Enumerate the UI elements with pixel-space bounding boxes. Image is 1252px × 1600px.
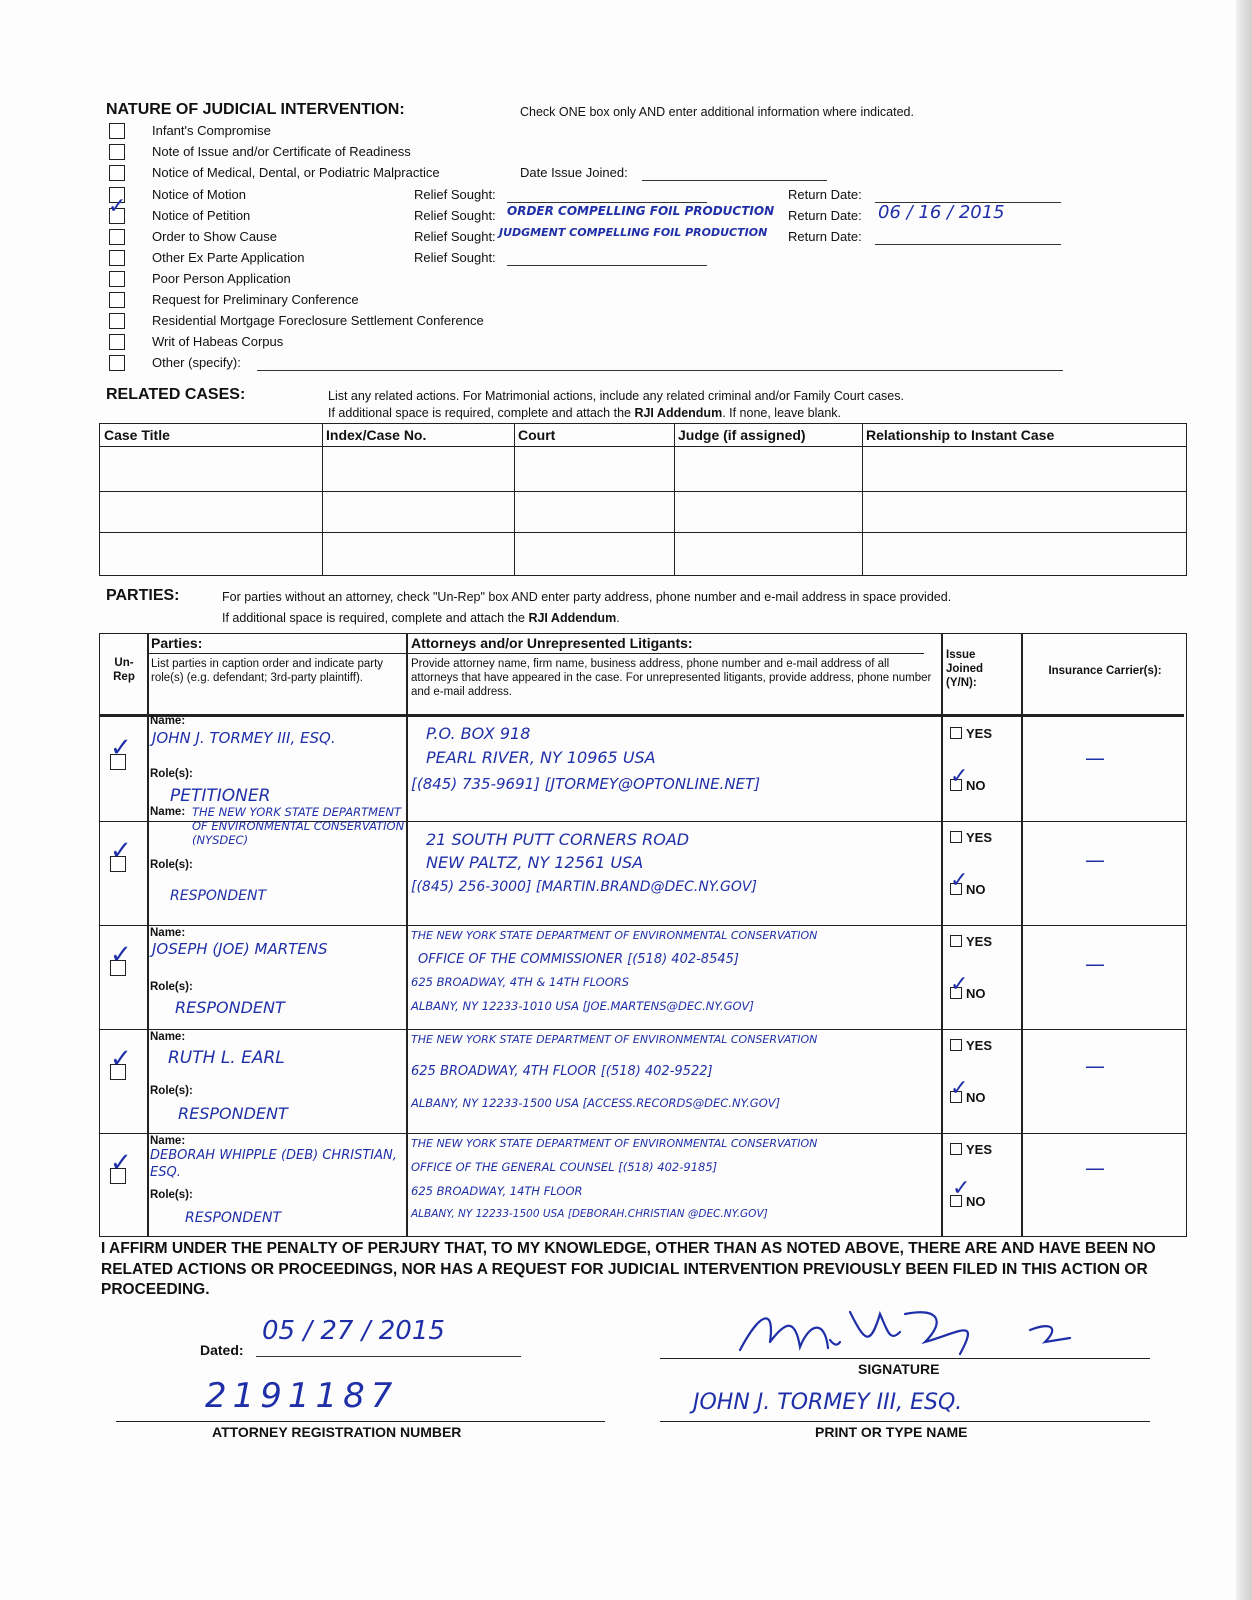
insurance-value: — [1085, 1156, 1105, 1180]
insurance-value: — [1085, 1054, 1105, 1078]
name-label: Name: [150, 806, 186, 818]
roles-label: Role(s): [150, 1189, 193, 1201]
col-insurance-header: Insurance Carrier(s): [1048, 665, 1162, 677]
col-header: Court [518, 427, 556, 443]
attorney-line: P.O. BOX 918 [426, 724, 531, 743]
check-mark-icon: ✓ [950, 1076, 969, 1101]
attorney-line: ALBANY, NY 12233-1500 USA [DEBORAH.CHRISTIAN @DEC.NY.GOV] [411, 1208, 768, 1220]
col-parties-desc: List parties in caption order and indicate party role(s) (e.g. defendant; 3rd-party plaintiff). [151, 658, 384, 684]
related-note: If additional space is required, complete and attach the RJI Addendum. If none, leave blank. [328, 406, 842, 420]
related-cases-table [99, 423, 1187, 576]
roles-label: Role(s): [150, 981, 193, 993]
relief-sought-field[interactable] [507, 202, 707, 203]
attorney-line: OFFICE OF THE COMMISSIONER [(518) 402-8545] [418, 952, 739, 967]
other-specify-line[interactable] [257, 370, 1063, 371]
issue-no-option[interactable]: NO [950, 986, 986, 1001]
osc-relief-value[interactable]: JUDGMENT COMPELLING FOIL PRODUCTION [499, 226, 768, 239]
option-label: Order to Show Cause [152, 229, 278, 244]
checkbox-other-ex-parte[interactable] [109, 250, 125, 266]
nature-title: NATURE OF JUDICIAL INTERVENTION: [106, 101, 405, 118]
attorney-line: [(845) 256-3000] [MARTIN.BRAND@DEC.NY.GOV] [411, 879, 757, 895]
option-label: Poor Person Application [152, 271, 291, 286]
party-name: JOHN J. TORMEY III, ESQ. [152, 729, 336, 747]
related-title: RELATED CASES: [106, 386, 246, 403]
name-label: Name: [150, 1135, 186, 1147]
scan-edge [1236, 0, 1252, 1600]
roles-label: Role(s): [150, 859, 193, 871]
party-name: JOSEPH (JOE) MARTENS [152, 940, 328, 958]
col-header: Case Title [104, 427, 170, 443]
col-attorneys-header: Attorneys and/or Unrepresented Litigants: [411, 635, 693, 651]
attorney-line: ALBANY, NY 12233-1010 USA [JOE.MARTENS@DEC.NY.GOV] [411, 999, 754, 1013]
attorney-line: 625 BROADWAY, 4TH & 14TH FLOORS [411, 975, 630, 989]
relief-sought-label: Relief Sought: [414, 250, 496, 265]
return-date-label: Return Date: [788, 187, 862, 202]
option-label: Notice of Medical, Dental, or Podiatric Malpractice [152, 165, 440, 180]
issue-yes-option[interactable]: YES [950, 1142, 992, 1157]
name-label: Name: [150, 1031, 186, 1043]
option-label: Other Ex Parte Application [152, 250, 305, 265]
checkbox-malpractice[interactable] [109, 165, 125, 181]
relief-sought-label: Relief Sought: [414, 187, 496, 202]
dated-line [256, 1356, 521, 1357]
relief-sought-label: Relief Sought: [414, 229, 496, 244]
nature-instruction: Check ONE box only AND enter additional information where indicated. [520, 105, 914, 119]
insurance-value: — [1085, 952, 1105, 976]
attorney-line: [(845) 735-9691] [JTORMEY@OPTONLINE.NET] [411, 775, 761, 793]
return-date-label: Return Date: [788, 229, 862, 244]
date-issue-joined-field[interactable] [642, 180, 827, 181]
party-role: PETITIONER [170, 786, 271, 806]
attorney-line: ALBANY, NY 12233-1500 USA [ACCESS.RECORDS@DEC.NY.GOV] [411, 1096, 781, 1110]
print-name-value[interactable]: JOHN J. TORMEY III, ESQ. [693, 1390, 963, 1415]
checkbox-other[interactable] [109, 355, 125, 371]
issue-no-option[interactable]: NO [950, 1194, 986, 1209]
option-label: Residential Mortgage Foreclosure Settlement Conference [152, 313, 484, 328]
name-label: Name: [150, 927, 186, 939]
check-mark-icon: ✓ [950, 868, 969, 893]
col-unrep-header: Un- Rep [113, 657, 135, 683]
petition-relief-value[interactable]: ORDER COMPELLING FOIL PRODUCTION [507, 204, 775, 218]
party-name: THE NEW YORK STATE DEPARTMENT OF ENVIRONMENTAL CONSERVATION (NYSDEC) [192, 805, 405, 847]
issue-no-option[interactable]: NO [950, 882, 986, 897]
option-label: Request for Preliminary Conference [152, 292, 359, 307]
parties-note: For parties without an attorney, check "Un-Rep" box AND enter party address, phone number and e-mail address in space provided. [222, 590, 952, 604]
attorney-line: OFFICE OF THE GENERAL COUNSEL [(518) 402-9185] [411, 1160, 718, 1174]
insurance-value: — [1085, 746, 1105, 770]
option-label: Writ of Habeas Corpus [152, 334, 284, 349]
relief-sought-label: Relief Sought: [414, 208, 496, 223]
party-name: DEBORAH WHIPPLE (DEB) CHRISTIAN, ESQ. [150, 1148, 397, 1180]
issue-no-option[interactable]: NO [950, 1090, 986, 1105]
affirmation-text: I AFFIRM UNDER THE PENALTY OF PERJURY THAT, TO MY KNOWLEDGE, OTHER THAN AS NOTED ABOVE, THERE ARE AND HAVE BEEN NO RELATED ACTIONS OR PROCEEDINGS, NOR HAS A REQUEST FOR JUDICIAL INTERVENTION PREVIOUSLY BEEN FILED IN THIS ACTION OR PROCEEDING. [101, 1240, 1156, 1298]
col-issue-header: Issue Joined (Y/N): [946, 649, 984, 689]
col-header: Relationship to Instant Case [866, 427, 1055, 443]
signature-label: SIGNATURE [858, 1361, 940, 1377]
registration-number-value[interactable]: 2191187 [205, 1376, 399, 1416]
option-label: Notice of Motion [152, 187, 246, 202]
attorney-line: PEARL RIVER, NY 10965 USA [426, 748, 656, 767]
parties-title: PARTIES: [106, 587, 180, 604]
checkbox-order-to-show-cause[interactable] [109, 229, 125, 245]
check-mark-icon: ✓ [950, 764, 969, 789]
col-header: Index/Case No. [326, 427, 427, 443]
issue-yes-option[interactable]: YES [950, 726, 992, 741]
relief-sought-field[interactable] [507, 265, 707, 266]
print-name-label: PRINT OR TYPE NAME [815, 1424, 968, 1440]
print-name-line [660, 1421, 1150, 1422]
petition-return-date-value[interactable]: 06 / 16 / 2015 [878, 202, 1005, 223]
check-mark-icon: ✓ [108, 194, 127, 219]
date-issue-joined-label: Date Issue Joined: [520, 165, 628, 180]
option-label: Note of Issue and/or Certificate of Readiness [152, 144, 411, 159]
attorney-line: 21 SOUTH PUTT CORNERS ROAD [426, 830, 690, 849]
return-date-field[interactable] [875, 244, 1061, 245]
check-mark-icon: ✓ [952, 1176, 971, 1201]
issue-yes-option[interactable]: YES [950, 934, 992, 949]
checkbox-infants-compromise[interactable] [109, 123, 125, 139]
party-role: RESPONDENT [170, 888, 267, 904]
attorney-line: 625 BROADWAY, 4TH FLOOR [(518) 402-9522] [411, 1064, 713, 1079]
check-mark-icon: ✓ [110, 733, 132, 763]
check-mark-icon: ✓ [110, 836, 132, 866]
dated-label: Dated: [200, 1342, 244, 1358]
attorney-line: THE NEW YORK STATE DEPARTMENT OF ENVIRONMENTAL CONSERVATION [411, 1137, 818, 1150]
option-label: Notice of Petition [152, 208, 251, 223]
issue-no-option[interactable]: NO [950, 778, 986, 793]
party-name: RUTH L. EARL [168, 1048, 285, 1068]
col-parties-header: Parties: [151, 635, 203, 651]
roles-label: Role(s): [150, 768, 193, 780]
related-note: List any related actions. For Matrimonial actions, include any related criminal and/or Family Court cases. [328, 389, 904, 403]
roles-label: Role(s): [150, 1085, 193, 1097]
party-role: RESPONDENT [175, 998, 285, 1017]
checkbox-poor-person[interactable] [109, 271, 125, 287]
check-mark-icon: ✓ [110, 940, 132, 970]
checkbox-habeas-corpus[interactable] [109, 334, 125, 350]
option-label: Infant's Compromise [152, 123, 271, 138]
issue-yes-option[interactable]: YES [950, 830, 992, 845]
attorney-line: 625 BROADWAY, 14TH FLOOR [411, 1184, 583, 1198]
col-header: Judge (if assigned) [678, 427, 806, 443]
insurance-value: — [1085, 848, 1105, 872]
signature-line[interactable] [660, 1358, 1150, 1359]
option-label: Other (specify): [152, 355, 241, 370]
dated-value[interactable]: 05 / 27 / 2015 [262, 1316, 445, 1346]
attorney-line: NEW PALTZ, NY 12561 USA [426, 853, 644, 872]
name-label: Name: [150, 715, 186, 727]
party-role: RESPONDENT [185, 1210, 282, 1226]
parties-table [99, 633, 1187, 1237]
parties-note: If additional space is required, complete and attach the RJI Addendum. [222, 611, 620, 625]
checkbox-note-of-issue[interactable] [109, 144, 125, 160]
issue-yes-option[interactable]: YES [950, 1038, 992, 1053]
check-mark-icon: ✓ [110, 1148, 132, 1178]
attorney-line: THE NEW YORK STATE DEPARTMENT OF ENVIRONMENTAL CONSERVATION [411, 929, 818, 942]
checkbox-preliminary-conference[interactable] [109, 292, 125, 308]
registration-line [116, 1421, 605, 1422]
attorney-line: THE NEW YORK STATE DEPARTMENT OF ENVIRONMENTAL CONSERVATION [411, 1033, 818, 1046]
registration-label: ATTORNEY REGISTRATION NUMBER [212, 1424, 462, 1440]
party-role: RESPONDENT [178, 1104, 288, 1123]
checkbox-foreclosure-conference[interactable] [109, 313, 125, 329]
check-mark-icon: ✓ [110, 1044, 132, 1074]
return-date-label: Return Date: [788, 208, 862, 223]
check-mark-icon: ✓ [950, 972, 969, 997]
col-attorneys-desc: Provide attorney name, firm name, business address, phone number and e-mail address of all attorneys that have appeared in the case. For unrepresented litigants, provide address, phone number and e-mail address. [411, 658, 932, 698]
